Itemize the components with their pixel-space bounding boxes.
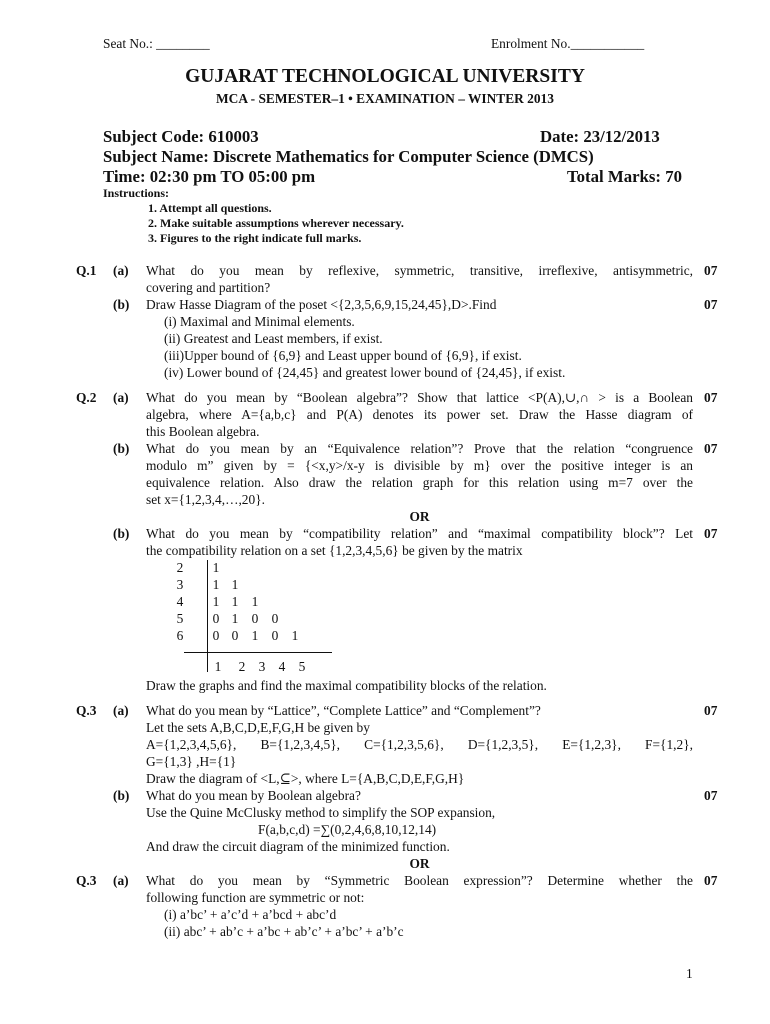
- question-number: Q.2: [76, 390, 97, 405]
- matrix-col-label: 1: [214, 659, 222, 674]
- question-text: What do you mean by Boolean algebra?: [146, 788, 361, 803]
- matrix-cell: 1: [251, 628, 259, 643]
- matrix-horizontal-rule: [184, 652, 332, 653]
- matrix-cell: 0: [231, 628, 239, 643]
- or-divider: OR: [409, 856, 430, 871]
- sub-question: (i) Maximal and Minimal elements.: [164, 314, 355, 329]
- question-text: equivalence relation. Also draw the relation graph for this relation using m=7 over the: [146, 475, 693, 490]
- question-number: Q.1: [76, 263, 97, 278]
- matrix-row-label: 5: [176, 611, 184, 626]
- question-text: following function are symmetric or not:: [146, 890, 365, 905]
- university-title: GUJARAT TECHNOLOGICAL UNIVERSITY: [185, 66, 585, 87]
- matrix-cell: 0: [212, 611, 220, 626]
- question-text: set x={1,2,3,4,…,20}.: [146, 492, 265, 507]
- matrix-cell: 1: [251, 594, 259, 609]
- question-text: Draw the diagram of <L,⊆>, where L={A,B,C,D,E,F,G,H}: [146, 771, 465, 786]
- question-text: F(a,b,c,d) =∑(0,2,4,6,8,10,12,14): [258, 822, 437, 837]
- marks: 07: [704, 263, 718, 278]
- question-number: Q.3: [76, 873, 97, 888]
- part-label: (b): [113, 788, 130, 803]
- marks: 07: [704, 390, 718, 405]
- exam-title: MCA - SEMESTER–1 • EXAMINATION – WINTER 2013: [216, 91, 554, 106]
- compatibility-matrix: [170, 558, 330, 676]
- matrix-cell: 1: [231, 611, 239, 626]
- question-text: And draw the circuit diagram of the minimized function.: [146, 839, 450, 854]
- matrix-cell: 0: [271, 611, 279, 626]
- sub-question: (iv) Lower bound of {24,45} and greatest lower bound of {24,45}, if exist.: [164, 365, 566, 380]
- matrix-cell: 1: [231, 577, 239, 592]
- question-text: this Boolean algebra.: [146, 424, 260, 439]
- sub-question: (ii) Greatest and Least members, if exist.: [164, 331, 383, 346]
- matrix-row-label: 3: [176, 577, 184, 592]
- marks: 07: [704, 297, 718, 312]
- seat-number-field: Seat No.: ________: [103, 36, 210, 51]
- question-text: Draw the graphs and find the maximal compatibility blocks of the relation.: [146, 678, 547, 693]
- question-number: Q.3: [76, 703, 97, 718]
- matrix-col-label: 2: [238, 659, 246, 674]
- question-text: Draw Hasse Diagram of the poset <{2,3,5,6,9,15,24,45},D>.Find: [146, 297, 497, 312]
- question-text: Use the Quine McClusky method to simplify the SOP expansion,: [146, 805, 496, 820]
- page-number: 1: [686, 966, 693, 981]
- matrix-cell: 1: [212, 577, 220, 592]
- matrix-col-label: 4: [278, 659, 286, 674]
- question-text: covering and partition?: [146, 280, 271, 295]
- exam-time: Time: 02:30 pm TO 05:00 pm: [103, 167, 316, 186]
- question-text: G={1,3} ,H={1}: [146, 754, 237, 769]
- part-label: (a): [113, 390, 129, 405]
- subject-code: Subject Code: 610003: [103, 127, 259, 146]
- marks: 07: [704, 526, 718, 541]
- instruction-item: 3. Figures to the right indicate full marks.: [148, 231, 362, 245]
- part-label: (b): [113, 297, 130, 312]
- matrix-vertical-rule: [207, 560, 208, 672]
- question-text: What do you mean by reflexive, symmetric, transitive, irreflexive, antisymmetric,: [146, 263, 693, 278]
- question-text: modulo m” given by = {<x,y>/x-y is divisible by m} over the positive integer is an: [146, 458, 693, 473]
- matrix-col-label: 5: [298, 659, 306, 674]
- marks: 07: [704, 873, 718, 888]
- matrix-col-label: 3: [258, 659, 266, 674]
- instruction-item: 2. Make suitable assumptions wherever necessary.: [148, 216, 404, 230]
- enrolment-number-field: Enrolment No.___________: [491, 36, 645, 51]
- marks: 07: [704, 788, 718, 803]
- sub-question: (ii) abc’ + ab’c + a’bc + ab’c’ + a’bc’ + a’b’c: [164, 924, 404, 939]
- matrix-cell: 0: [251, 611, 259, 626]
- marks: 07: [704, 441, 718, 456]
- part-label: (b): [113, 441, 130, 456]
- question-text: What do you mean by “compatibility relation” and “maximal compatibility block”? Let: [146, 526, 693, 541]
- question-text: algebra, where A={a,b,c} and P(A) denotes its power set. Draw the Hasse diagram of: [146, 407, 693, 422]
- matrix-cell: 0: [271, 628, 279, 643]
- question-text: Let the sets A,B,C,D,E,F,G,H be given by: [146, 720, 370, 735]
- matrix-cell: 1: [212, 594, 220, 609]
- instruction-item: 1. Attempt all questions.: [148, 201, 272, 215]
- matrix-row-label: 2: [176, 560, 184, 575]
- matrix-cell: 1: [212, 560, 220, 575]
- exam-date: Date: 23/12/2013: [540, 127, 660, 146]
- question-text: What do you mean by “Lattice”, “Complete Lattice” and “Complement”?: [146, 703, 541, 718]
- part-label: (a): [113, 873, 129, 888]
- question-text: the compatibility relation on a set {1,2,3,4,5,6} be given by the matrix: [146, 543, 523, 558]
- marks: 07: [704, 703, 718, 718]
- part-label: (a): [113, 263, 129, 278]
- subject-name: Subject Name: Discrete Mathematics for Computer Science (DMCS): [103, 147, 594, 166]
- matrix-row-label: 4: [176, 594, 184, 609]
- matrix-cell: 0: [212, 628, 220, 643]
- or-divider: OR: [409, 509, 430, 524]
- part-label: (a): [113, 703, 129, 718]
- question-text: A={1,2,3,4,5,6}, B={1,2,3,4,5}, C={1,2,3,5,6}, D={1,2,3,5}, E={1,2,3}, F={1,2},: [146, 737, 693, 752]
- question-text: What do you mean by “Symmetric Boolean expression”? Determine whether the: [146, 873, 693, 888]
- part-label: (b): [113, 526, 130, 541]
- matrix-cell: 1: [291, 628, 299, 643]
- question-text: What do you mean by “Boolean algebra”? Show that lattice <P(A),∪,∩ > is a Boolean: [146, 390, 693, 405]
- total-marks: Total Marks: 70: [567, 167, 682, 186]
- matrix-cell: 1: [231, 594, 239, 609]
- sub-question: (i) a’bc’ + a’c’d + a’bcd + abc’d: [164, 907, 337, 922]
- instructions-title: Instructions:: [103, 186, 170, 200]
- matrix-row-label: 6: [176, 628, 184, 643]
- sub-question: (iii)Upper bound of {6,9} and Least upper bound of {6,9}, if exist.: [164, 348, 522, 363]
- question-text: What do you mean by an “Equivalence relation”? Prove that the relation “congruence: [146, 441, 693, 456]
